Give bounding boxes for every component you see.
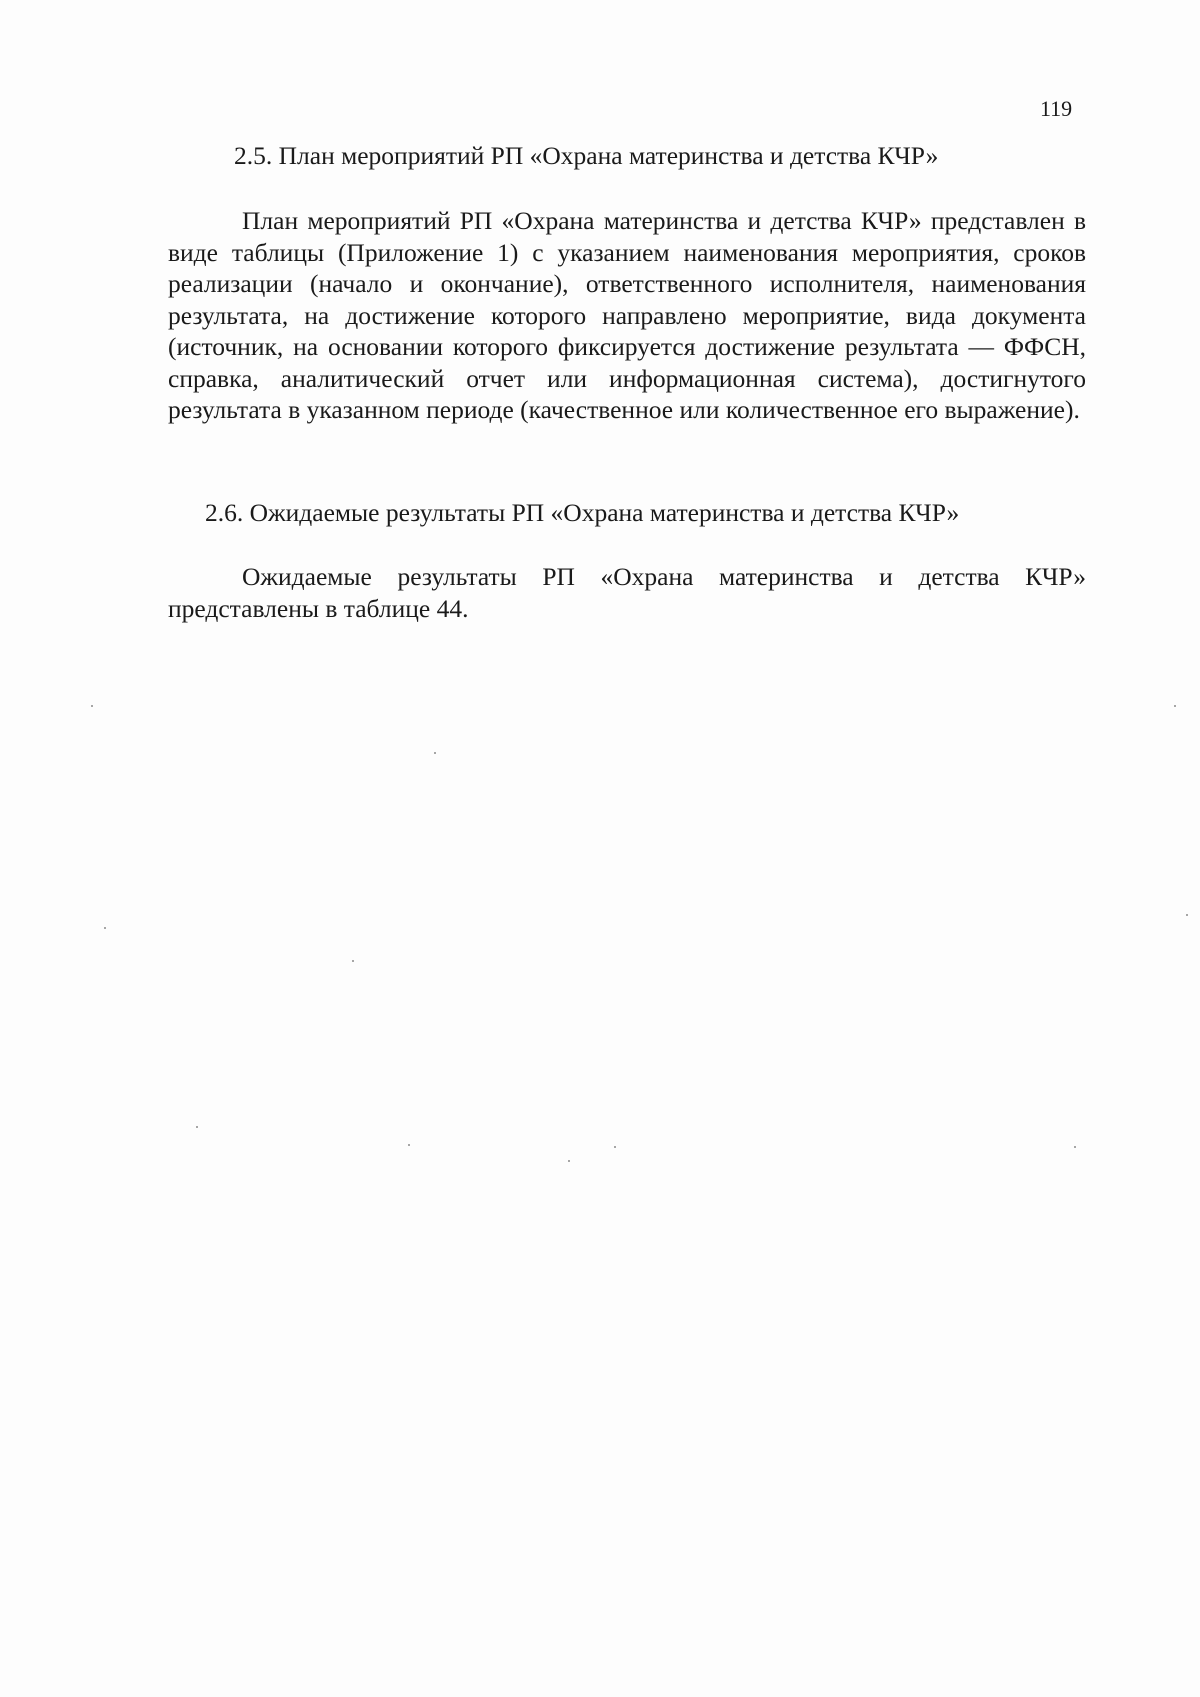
scan-speck bbox=[1186, 914, 1188, 916]
scan-speck bbox=[1174, 705, 1176, 707]
scan-speck bbox=[196, 1126, 198, 1128]
scan-speck bbox=[104, 927, 106, 929]
scan-speck bbox=[91, 705, 93, 707]
section-paragraph-2-6: Ожидаемые результаты РП «Охрана материнства и детства КЧР» представлены в таблице 44. bbox=[168, 562, 1086, 623]
scan-speck bbox=[1074, 1146, 1076, 1148]
scan-speck bbox=[568, 1160, 570, 1162]
section-heading-2-6: 2.6. Ожидаемые результаты РП «Охрана материнства и детства КЧР» bbox=[205, 498, 960, 527]
scan-speck bbox=[614, 1146, 616, 1148]
scan-speck bbox=[352, 960, 354, 962]
scan-speck bbox=[434, 752, 436, 754]
section-heading-2-5: 2.5. План мероприятий РП «Охрана материнства и детства КЧР» bbox=[234, 141, 939, 170]
section-paragraph-2-5: План мероприятий РП «Охрана материнства и детства КЧР» представлен в виде таблицы (Приложение 1) с указанием наименования мероприятия, сроков реализации (начало и окончание), ответственного исполнителя, наименования результата, на достижение которого направлено мероприятие, вида документа (источник, на основании которого фиксируется достижение результата — ФФСН, справка, аналитический отчет или информационная система), достигнутого результата в указанном периоде (качественное или количественное его выражение). bbox=[168, 206, 1086, 424]
scan-speck bbox=[408, 1144, 410, 1146]
page-number: 119 bbox=[1040, 96, 1073, 121]
